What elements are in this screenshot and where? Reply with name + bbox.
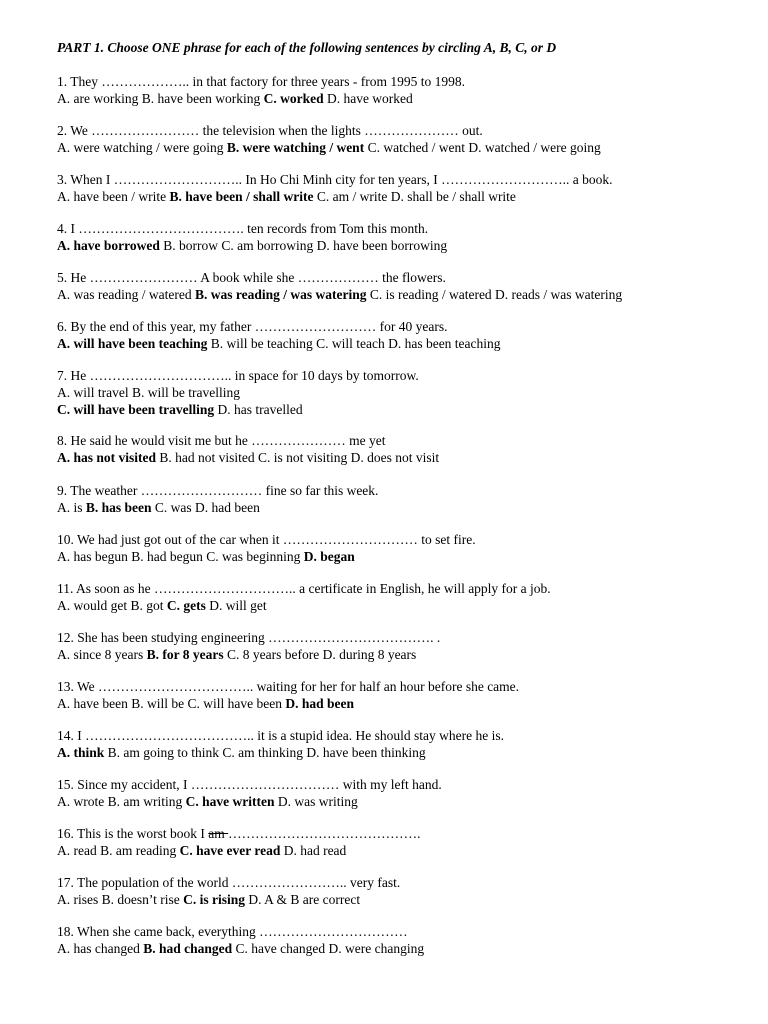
question-17 xyxy=(57,874,757,908)
correct-answer: B. for 8 years xyxy=(146,647,224,662)
correct-answer: B. had changed xyxy=(143,941,233,956)
answer-options xyxy=(57,449,757,466)
question-4 xyxy=(57,220,757,254)
answer-text: D. will get xyxy=(205,598,267,613)
answer-text: D. A & B are correct xyxy=(245,892,361,907)
answer-options xyxy=(57,188,757,205)
question-text: 12. She has been studying engineering ………………………………. . xyxy=(57,630,441,645)
answer-options xyxy=(57,90,757,107)
answer-text: C. 8 years before D. during 8 years xyxy=(223,647,417,662)
question-13 xyxy=(57,678,757,712)
answer-text: C. is reading / watered D. reads / was watering xyxy=(366,287,623,302)
question-10 xyxy=(57,531,757,565)
question-text: 15. Since my accident, I …………………………… with my left hand. xyxy=(57,777,442,792)
answer-text: A. is xyxy=(57,500,86,515)
correct-answer: B. were watching / went xyxy=(226,140,365,155)
question-11 xyxy=(57,580,757,614)
question-12 xyxy=(57,629,757,663)
correct-answer: A. has not visited xyxy=(57,450,157,465)
answer-text: C. am / write D. shall be / shall write xyxy=(313,189,516,204)
answer-text: C. was D. had been xyxy=(151,500,260,515)
answer-options xyxy=(57,401,757,418)
question-text: 8. He said he would visit me but he ………………… me yet xyxy=(57,433,386,448)
answer-options xyxy=(57,384,757,401)
answer-options xyxy=(57,940,757,957)
question-blank: ……………………………………. xyxy=(228,826,421,841)
answer-options xyxy=(57,891,757,908)
question-text: 9. The weather ……………………… fine so far this week. xyxy=(57,483,379,498)
answer-options xyxy=(57,499,757,516)
correct-answer: A. will have been teaching xyxy=(57,336,208,351)
question-text: 11. As soon as he ………………………….. a certificate in English, he will apply for a job. xyxy=(57,581,551,596)
question-14 xyxy=(57,727,757,761)
answer-text: A. was reading / watered xyxy=(57,287,195,302)
answer-text: A. are working B. have been working xyxy=(57,91,264,106)
answer-text: A. will travel B. will be travelling xyxy=(57,385,240,400)
answer-text: A. wrote B. am writing xyxy=(57,794,186,809)
answer-options xyxy=(57,597,757,614)
answer-text: D. was writing xyxy=(274,794,358,809)
question-9 xyxy=(57,482,757,516)
answer-options xyxy=(57,646,757,663)
correct-answer: C. will have been travelling xyxy=(57,402,215,417)
question-text-part: 16. This is the worst book I xyxy=(57,826,209,841)
question-text: 3. When I ……………………….. In Ho Chi Minh city for ten years, I ……………………….. a book. xyxy=(57,172,613,187)
question-7 xyxy=(57,367,757,418)
answer-text: D. had read xyxy=(280,843,347,858)
answer-text: A. rises B. doesn’t rise xyxy=(57,892,184,907)
correct-answer: A. think xyxy=(57,745,105,760)
answer-text: A. has changed xyxy=(57,941,144,956)
correct-answer: C. is rising xyxy=(183,892,246,907)
answer-options xyxy=(57,793,757,810)
answer-text: A. have been / write xyxy=(57,189,170,204)
correct-answer: C. have written xyxy=(185,794,275,809)
answer-text: A. were watching / were going xyxy=(57,140,227,155)
question-text: 13. We …………………………….. waiting for her for half an hour before she came. xyxy=(57,679,520,694)
correct-answer: B. have been / shall write xyxy=(169,189,314,204)
question-1 xyxy=(57,73,757,107)
answer-text: C. have changed D. were changing xyxy=(232,941,425,956)
answer-text: B. borrow C. am borrowing D. have been borrowing xyxy=(159,238,448,253)
question-8 xyxy=(57,432,757,466)
answer-text: B. am going to think C. am thinking D. have been thinking xyxy=(104,745,426,760)
correct-answer: D. had been xyxy=(285,696,354,711)
question-6 xyxy=(57,318,757,352)
answer-text: A. since 8 years xyxy=(57,647,147,662)
question-text: 18. When she came back, everything …………………………… xyxy=(57,924,408,939)
correct-answer: A. have borrowed xyxy=(57,238,160,253)
question-16 xyxy=(57,825,757,859)
question-15 xyxy=(57,776,757,810)
answer-options xyxy=(57,548,757,565)
question-18 xyxy=(57,923,757,957)
correct-answer: C. have ever read xyxy=(179,843,281,858)
answer-text: A. have been B. will be C. will have been xyxy=(57,696,286,711)
question-text: 17. The population of the world …………………….. very fast. xyxy=(57,875,401,890)
question-text: 7. He ………………………….. in space for 10 days by tomorrow. xyxy=(57,368,419,383)
struck-word: am xyxy=(208,826,229,841)
question-text: 5. He …………………… A book while she ……………… the flowers. xyxy=(57,270,446,285)
answer-options xyxy=(57,139,757,156)
correct-answer: C. worked xyxy=(263,91,324,106)
question-2 xyxy=(57,122,757,156)
question-5 xyxy=(57,269,757,303)
answer-options xyxy=(57,744,757,761)
answer-text: A. has begun B. had begun C. was beginning xyxy=(57,549,304,564)
correct-answer: B. was reading / was watering xyxy=(194,287,367,302)
correct-answer: D. began xyxy=(303,549,355,564)
answer-text: C. watched / went D. watched / were going xyxy=(364,140,601,155)
answer-text: A. read B. am reading xyxy=(57,843,180,858)
question-text: 14. I ……………………………….. it is a stupid idea. He should stay where he is. xyxy=(57,728,504,743)
question-text xyxy=(57,825,757,842)
correct-answer: B. has been xyxy=(85,500,152,515)
answer-options xyxy=(57,237,757,254)
answer-options xyxy=(57,335,757,352)
answer-text: D. has travelled xyxy=(214,402,303,417)
question-3 xyxy=(57,171,757,205)
question-text: 10. We had just got out of the car when it ………………………… to set fire. xyxy=(57,532,476,547)
answer-text: D. have worked xyxy=(323,91,413,106)
question-text: 6. By the end of this year, my father ……………………… for 40 years. xyxy=(57,319,448,334)
answer-text: B. will be teaching C. will teach D. has been teaching xyxy=(207,336,501,351)
correct-answer: C. gets xyxy=(166,598,206,613)
answer-options xyxy=(57,286,757,303)
answer-text: B. had not visited C. is not visiting D. does not visit xyxy=(156,450,440,465)
answer-text: A. would get B. got xyxy=(57,598,167,613)
part-title: PART 1. Choose ONE phrase for each of the following sentences by circling A, B, C, or D xyxy=(57,40,557,55)
answer-options xyxy=(57,842,757,859)
question-text: 4. I ………………………………. ten records from Tom this month. xyxy=(57,221,429,236)
answer-options xyxy=(57,695,757,712)
question-text: 2. We …………………… the television when the lights ………………… out. xyxy=(57,123,483,138)
question-text: 1. They ……………….. in that factory for three years - from 1995 to 1998. xyxy=(57,74,466,89)
